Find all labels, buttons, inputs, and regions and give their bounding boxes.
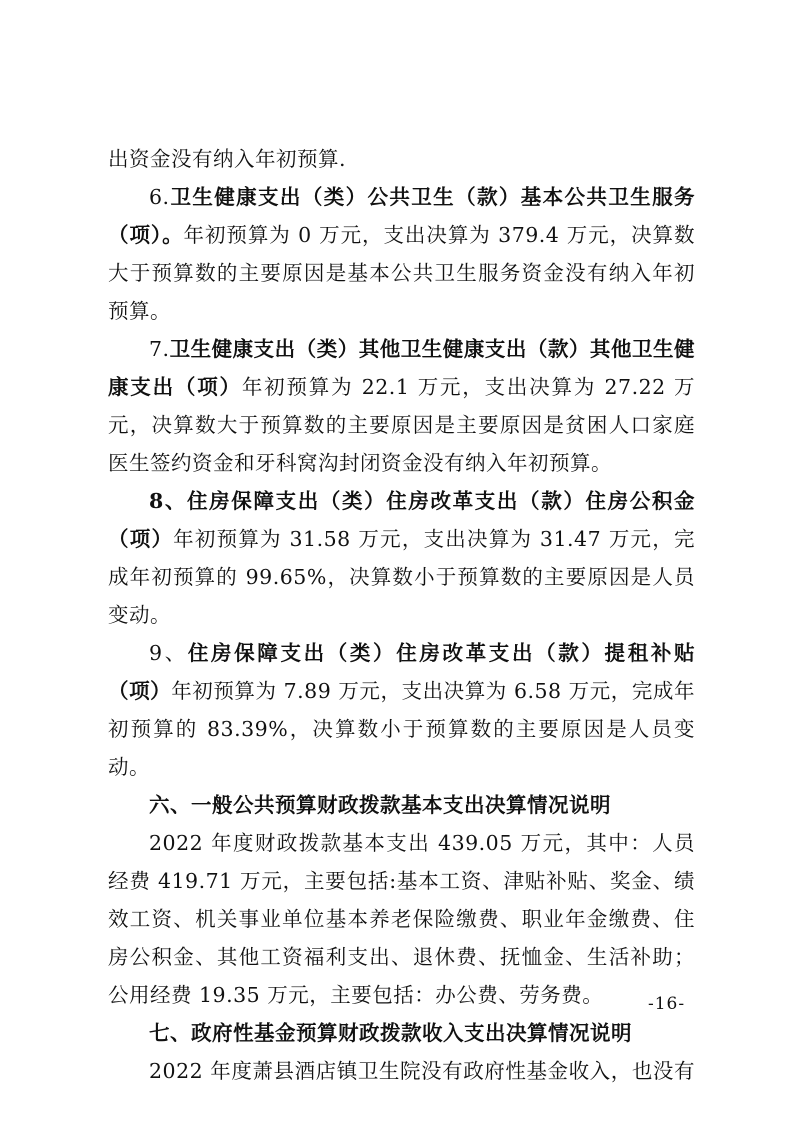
item-heading: 8、住房保障支出（类）住房改革支出（款）住房公积金（项） <box>108 489 695 551</box>
paragraph-item-8 <box>108 482 695 634</box>
item-number: 6. <box>149 185 170 209</box>
paragraph-continued: 出资金没有纳入年初预算. <box>108 147 347 171</box>
item-number: 9、 <box>149 641 188 665</box>
paragraph-item-7 <box>108 330 695 482</box>
paragraph-section-7: 2022 年度萧县酒店镇卫生院没有政府性基金收入，也没有 <box>149 1059 695 1083</box>
item-text: 年初预算为 31.58 万元，支出决算为 31.47 万元，完成年初预算的 99.65%，决算数小于预算数的主要原因是人员变动。 <box>108 527 695 627</box>
section-heading-7: 七、政府性基金预算财政拨款收入支出决算情况说明 <box>149 1021 632 1045</box>
section-heading-6: 六、一般公共预算财政拨款基本支出决算情况说明 <box>149 793 611 817</box>
paragraph-item-6 <box>108 178 695 330</box>
paragraph-item-9 <box>108 634 695 786</box>
item-text: 年初预算为 22.1 万元，支出决算为 27.22 万元，决算数大于预算数的主要原因是主要原因是贫困人口家庭医生签约资金和牙科窝沟封闭资金没有纳入年初预算。 <box>108 375 695 475</box>
item-heading: 住房保障支出（类）住房改革支出（款）提租补贴（项） <box>108 641 695 703</box>
page-number: -16- <box>648 994 686 1014</box>
paragraph-section-6: 2022 年度财政拨款基本支出 439.05 万元，其中：人员经费 419.71 万元，主要包括:基本工资、津贴补贴、奖金、绩效工资、机关事业单位基本养老保险缴费、职业年金缴费、住房公积金、其他工资福利支出、退休费、抚恤金、生活补助；公用经费 19.35 万元，主要包括：办公费、劳务费。 <box>108 831 695 1007</box>
item-text: 年初预算为 7.89 万元，支出决算为 6.58 万元，完成年初预算的 83.39%，决算数小于预算数的主要原因是人员变动。 <box>108 679 696 779</box>
item-text: 年初预算为 0 万元，支出决算为 379.4 万元，决算数大于预算数的主要原因是基本公共卫生服务资金没有纳入年初预算。 <box>108 223 696 323</box>
item-heading: 卫生健康支出（类）其他卫生健康支出（款）其他卫生健康支出（项） <box>108 337 695 399</box>
item-number: 7. <box>149 337 170 361</box>
document-body <box>108 140 695 1090</box>
item-heading: 卫生健康支出（类）公共卫生（款）基本公共卫生服务（项）。 <box>108 185 695 247</box>
